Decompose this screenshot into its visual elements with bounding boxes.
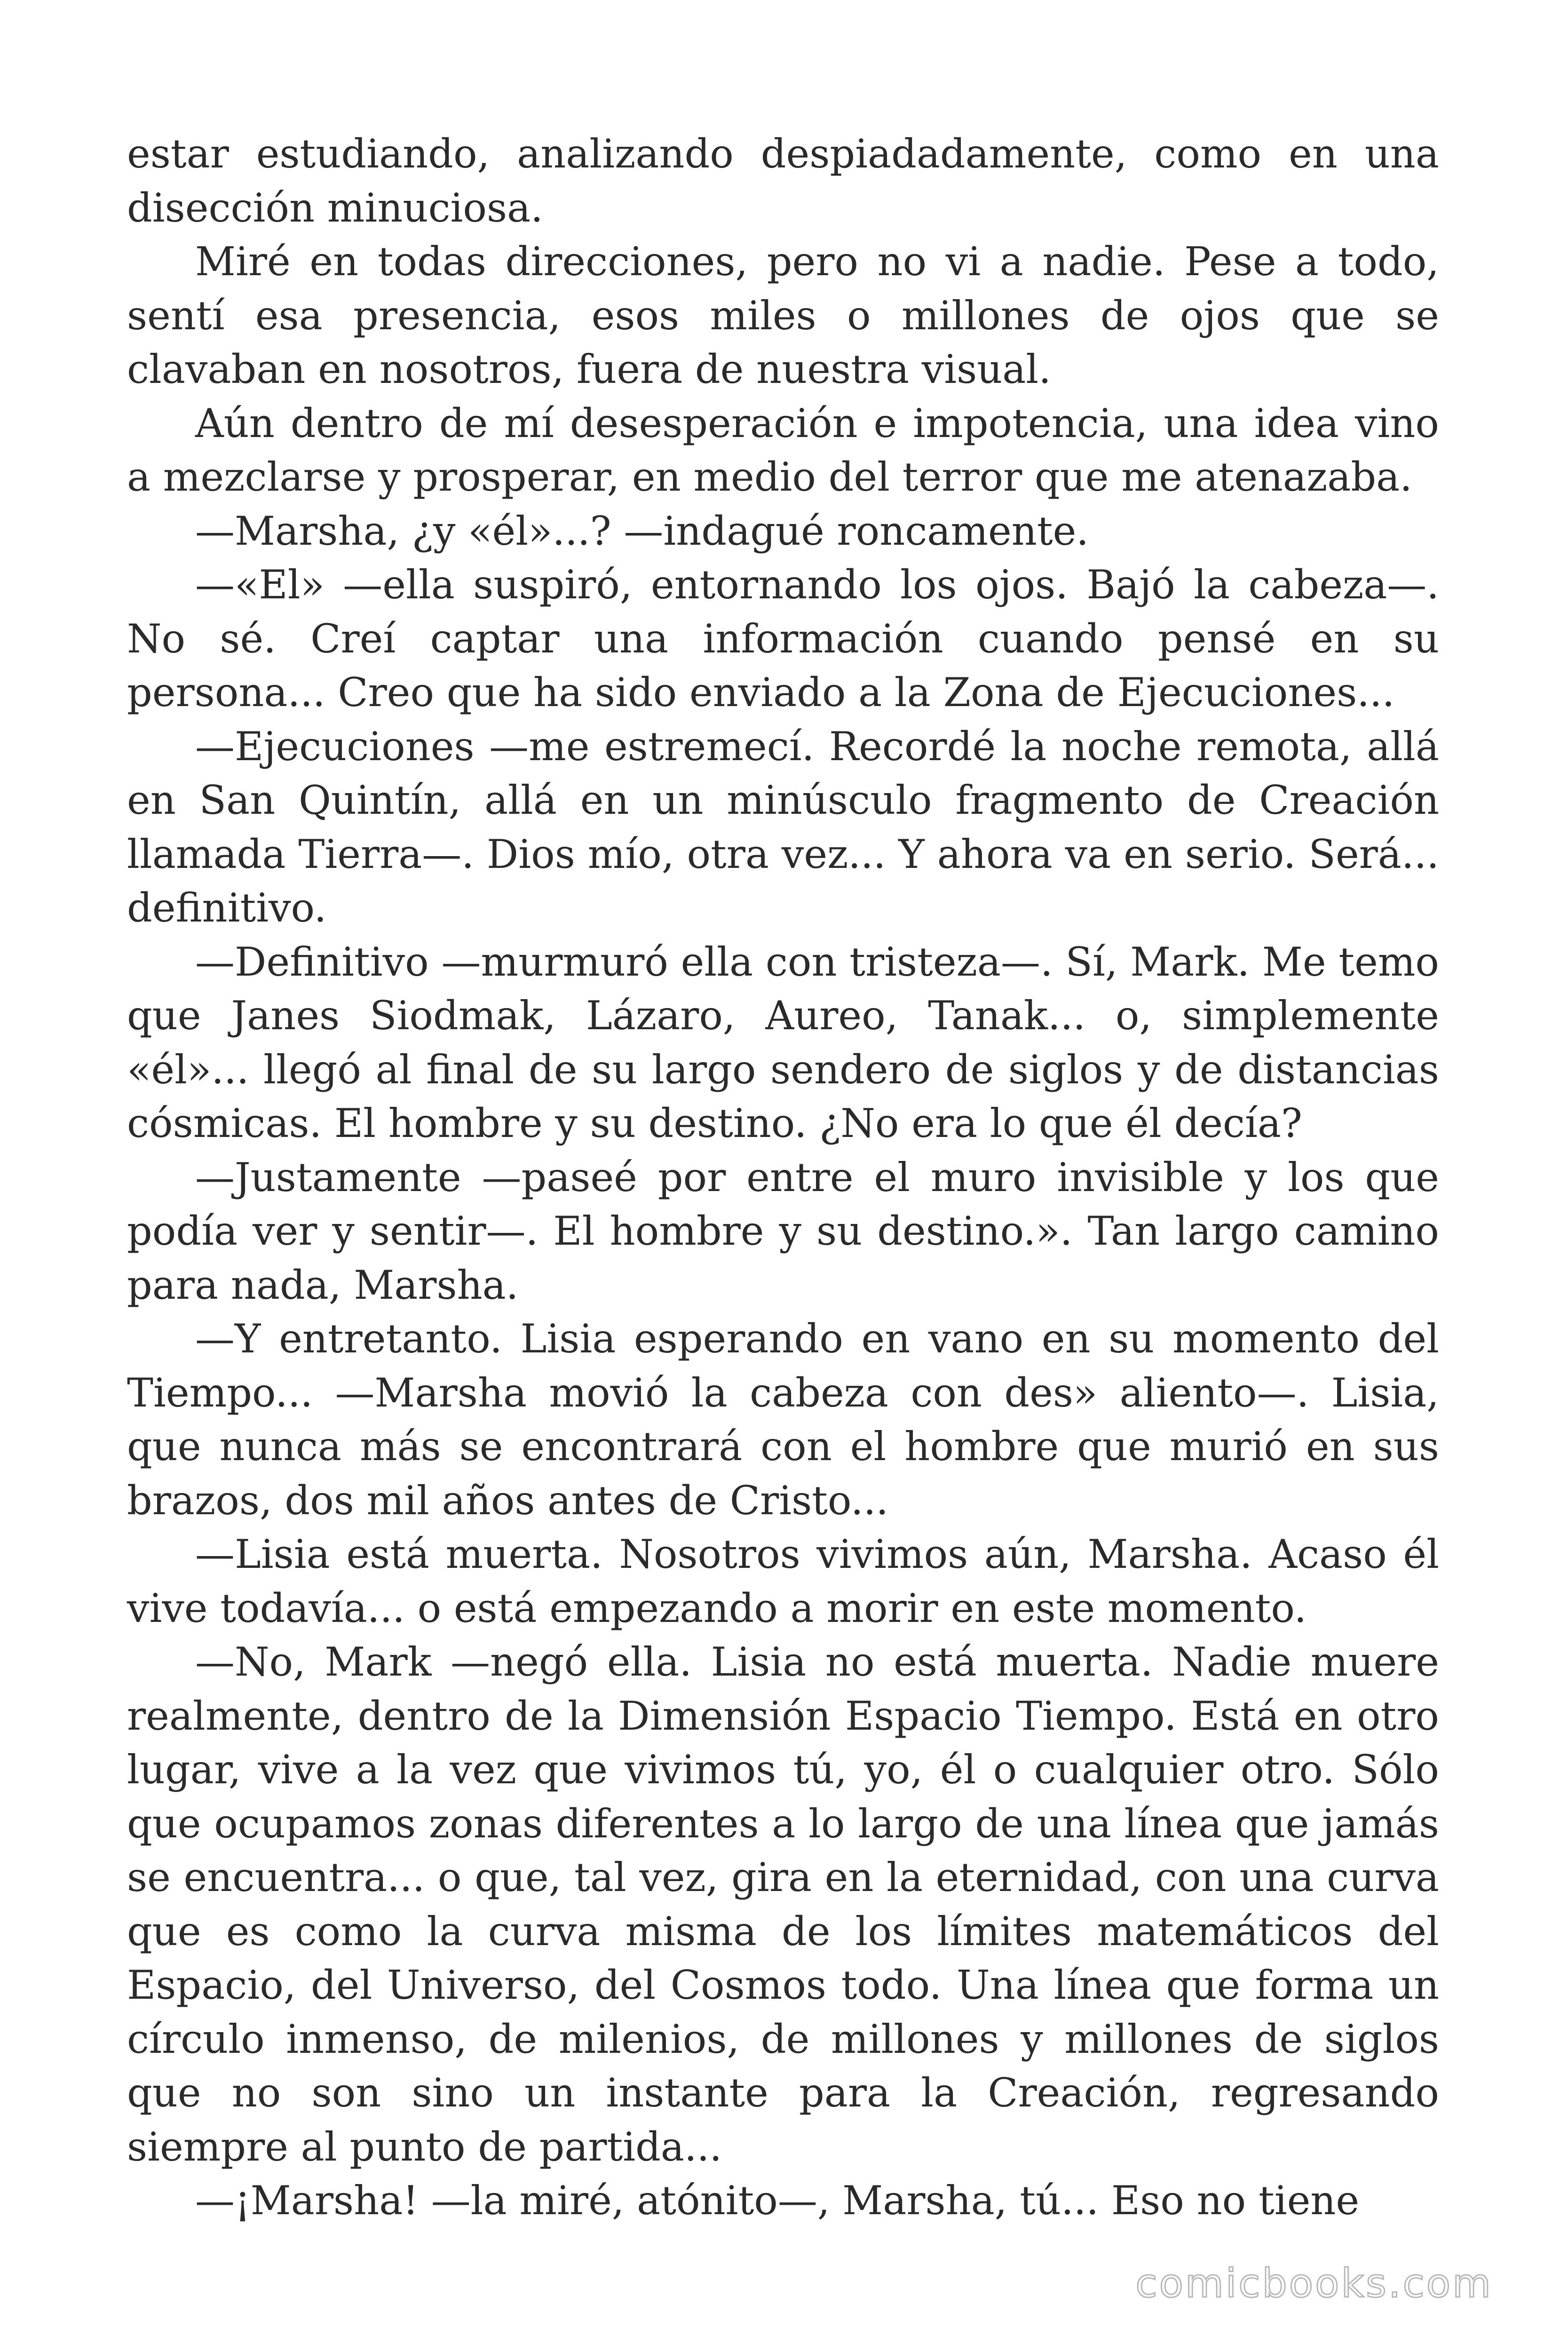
- paragraph: —No, Mark —negó ella. Lisia no está muerta. Nadie muere realmente, dentro de la Dimensión Espacio Tiempo. Está en otro lugar, vive a la vez que vivimos tú, yo, él o cualquier otro. Sólo que ocupamos zonas diferentes a lo largo de una línea que jamás se encuentra... o que, tal vez, gira en la eternidad, con una curva que es como la curva misma de los límites matemáticos del Espacio, del Universo, del Cosmos todo. Una línea que forma un círculo inmenso, de milenios, de millones y millones de siglos que no son sino un instante para la Creación, regresando siempre al punto de partida...: [127, 1639, 1439, 2170]
- paragraph: —Y entretanto. Lisia esperando en vano en su momento del Tiempo... —Marsha movió la cabeza con des» aliento—. Lisia, que nunca más se encontrará con el hombre que murió en sus brazos, dos mil años antes de Cristo...: [127, 1316, 1439, 1524]
- paragraph: —Justamente —paseé por entre el muro invisible y los que podía ver y sentir—. El hombre y su destino.». Tan largo camino para nada, Marsha.: [127, 1154, 1439, 1308]
- page-body: [127, 127, 1439, 2228]
- paragraph: —Definitivo —murmuró ella con tristeza—. Sí, Mark. Me temo que Janes Siodmak, Lázaro, Aureo, Tanak... o, simplemente «él»... llegó al final de su largo sendero de siglos y de distancias cósmicas. El hombre y su destino. ¿No era lo que él decía?: [127, 938, 1439, 1146]
- paragraph: —¡Marsha! —la miré, atónito—, Marsha, tú... Eso no tiene: [195, 2177, 1360, 2224]
- paragraph: Miré en todas direcciones, pero no vi a nadie. Pese a todo, sentí esa presencia, esos miles o millones de ojos que se clavaban en nosotros, fuera de nuestra visual.: [127, 238, 1439, 392]
- watermark: comicbooks.com: [1135, 2260, 1493, 2306]
- paragraph: —Ejecuciones —me estremecí. Recordé la noche remota, allá en San Quintín, allá en un minúsculo fragmento de Creación llamada Tierra—. Dios mío, otra vez... Y ahora va en serio. Será... definitivo.: [127, 723, 1439, 931]
- paragraph: —Marsha, ¿y «él»...? —indagué roncamente.: [195, 508, 1089, 554]
- paragraph: —«El» —ella suspiró, entornando los ojos. Bajó la cabeza—. No sé. Creí captar una información cuando pensé en su persona... Creo que ha sido enviado a la Zona de Ejecuciones...: [127, 562, 1439, 715]
- paragraph: estar estudiando, analizando despiadadamente, como en una disección minuciosa.: [127, 131, 1439, 231]
- paragraph: Aún dentro de mí desesperación e impotencia, una idea vino a mezclarse y prosperar, en medio del terror que me atenazaba.: [127, 400, 1439, 500]
- paragraph: —Lisia está muerta. Nosotros vivimos aún, Marsha. Acaso él vive todavía... o está empezando a morir en este momento.: [127, 1531, 1439, 1631]
